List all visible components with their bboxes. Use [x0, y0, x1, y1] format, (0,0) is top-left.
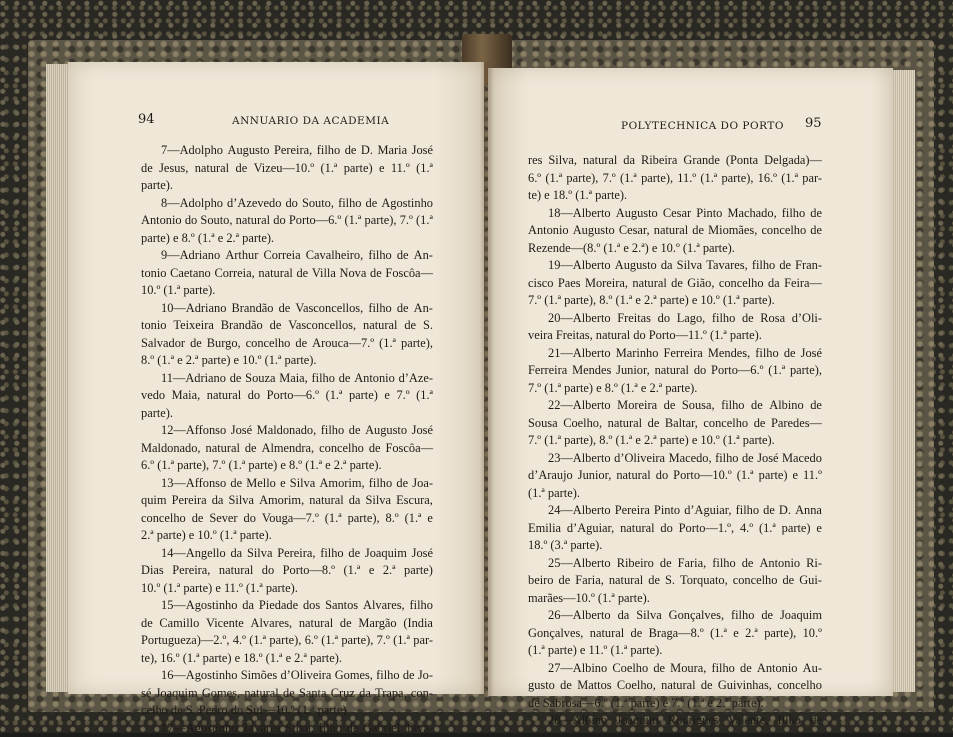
text-line: 17—Agostinho Tavares Silva, filho de Gabriel Tava-: [141, 720, 433, 737]
text-line: Gonçalves, natural de Braga—8.º (1.ª e 2.ª parte), 10.º: [528, 625, 822, 643]
text-line: de Jesus, natural de Vizeu—10.º (1.ª parte) e 11.º (1.ª: [141, 160, 433, 178]
text-line: sé Joaquim Gomes, natural de Santa Cruz da Trapa, con-: [141, 685, 433, 703]
text-line: celho de S. Pedro do Sul—10.º (1.ª parte).: [141, 702, 433, 720]
text-line: te) e 18.º (1.ª parte).: [528, 187, 822, 205]
text-line: 7—Adolpho Augusto Pereira, filho de D. Maria José: [141, 142, 433, 160]
text-line: d’Araujo Junior, natural do Porto—10.º (1.ª parte) e 11.º: [528, 467, 822, 485]
right-page-stack: [893, 70, 915, 692]
text-line: Ferreira Mendes Junior, natural do Porto—6.º (1.ª parte),: [528, 362, 822, 380]
text-line: 22—Alberto Moreira de Sousa, filho de Albino de: [528, 397, 822, 415]
text-line: 12—Affonso José Maldonado, filho de Augusto José: [141, 422, 433, 440]
text-line: 18.º (3.ª parte).: [528, 537, 822, 555]
text-line: veira Freitas, natural do Porto—11.º (1.ª parte).: [528, 327, 822, 345]
right-running-head: POLYTECHNICA DO PORTO: [621, 120, 784, 132]
text-line: 8—Adolpho d’Azevedo do Souto, filho de Agostinho: [141, 195, 433, 213]
text-line: (1.ª parte).: [528, 485, 822, 503]
text-line: Salvador de Burgo, concelho de Arouca—7.º (1.ª parte),: [141, 335, 433, 353]
text-line: 15—Agostinho da Piedade dos Santos Alvares, filho: [141, 597, 433, 615]
text-line: Antonio Augusto Cesar, natural de Miomães, concelho de: [528, 222, 822, 240]
text-line: 6.º (1.ª parte), 7.º (1.ª parte) e 8.º (1.ª e 2.ª parte).: [141, 457, 433, 475]
text-line: 19—Alberto Augusto da Silva Tavares, filho de Fran-: [528, 257, 822, 275]
text-line: 9—Adriano Arthur Correia Cavalheiro, filho de An-: [141, 247, 433, 265]
text-line: vedo Maia, natural do Porto—6.º (1.ª parte) e 7.º (1.ª: [141, 387, 433, 405]
text-line: de Camillo Vicente Alvares, natural de Margão (India: [141, 615, 433, 633]
text-line: Sousa Coelho, natural de Baltar, concelho de Paredes—: [528, 415, 822, 433]
text-line: 13—Affonso de Mello e Silva Amorim, filho de Joa-: [141, 475, 433, 493]
text-line: quim Pereira da Silva Amorim, natural da Silva Escura,: [141, 492, 433, 510]
left-running-head: ANNUARIO DA ACADEMIA: [232, 115, 389, 127]
text-line: parte).: [141, 405, 433, 423]
text-line: tonio Caetano Correia, natural de Villa Nova de Foscôa—: [141, 265, 433, 283]
text-line: 27—Albino Coelho de Moura, filho de Antonio Au-: [528, 660, 822, 678]
text-line: 26—Alberto da Silva Gonçalves, filho de Joaquim: [528, 607, 822, 625]
text-line: 10—Adriano Brandão de Vasconcellos, filho de An-: [141, 300, 433, 318]
text-line: parte) e 8.º (1.ª e 2.ª parte).: [141, 230, 433, 248]
text-line: 7.º (1.ª parte) e 8.º (1.ª e 2.ª parte).: [528, 380, 822, 398]
text-line: Dias Pereira, natural do Porto—8.º (1.ª e 2.ª parte): [141, 562, 433, 580]
text-line: (1.ª parte) e 11.º (1.ª parte).: [528, 642, 822, 660]
text-line: 18—Alberto Augusto Cesar Pinto Machado, filho de: [528, 205, 822, 223]
text-line: 16—Agostinho Simões d’Oliveira Gomes, filho de Jo-: [141, 667, 433, 685]
text-line: 10.º (1.ª parte) e 11.º (1.ª parte).: [141, 580, 433, 598]
text-line: 7.º (1.ª parte), 8.º (1.ª e 2.ª parte) e 10.º (1.ª parte).: [528, 432, 822, 450]
text-line: gusto de Mattos Coelho, natural de Guivinhas, concelho: [528, 677, 822, 695]
text-line: res Silva, natural da Ribeira Grande (Ponta Delgada)—: [528, 152, 822, 170]
text-line: Portugueza)—2.º, 4.º (1.ª parte), 6.º (1.ª parte), 7.º (1.ª par-: [141, 632, 433, 650]
text-line: Maldonado, natural de Almendra, concelho de Foscôa—: [141, 440, 433, 458]
text-line: 25—Alberto Ribeiro de Faria, filho de Antonio Ri-: [528, 555, 822, 573]
text-line: tonio Teixeira Brandão de Vasconcellos, natural de S.: [141, 317, 433, 335]
text-line: 21—Alberto Marinho Ferreira Mendes, filho de José: [528, 345, 822, 363]
text-line: Emilia d’Aguiar, natural do Porto—1.º, 4.º (1.ª parte) e: [528, 520, 822, 538]
text-line: concelho de Sever do Vouga—7.º (1.ª parte), 8.º (1.ª e: [141, 510, 433, 528]
left-page-number: 94: [138, 112, 155, 127]
text-line: beiro de Faria, natural de S. Torquato, concelho de Gui-: [528, 572, 822, 590]
left-page-text: [141, 142, 433, 737]
text-line: parte).: [141, 177, 433, 195]
text-line: 2.ª parte) e 10.º (1.ª parte).: [141, 527, 433, 545]
text-line: 6.º (1.ª parte), 7.º (1.ª parte), 11.º (1.ª parte), 16.º (1.ª par-: [528, 170, 822, 188]
text-line: 24—Alberto Pereira Pinto d’Aguiar, filho de D. Anna: [528, 502, 822, 520]
text-line: de Sabrosa—6.º (1.ª parte) e 7.º (1.ª e 2.ª parte).: [528, 695, 822, 713]
text-line: cisco Paes Moreira, natural de Gião, concelho da Feira—: [528, 275, 822, 293]
left-page-stack: [46, 64, 68, 692]
text-line: 14—Angello da Silva Pereira, filho de Joaquim José: [141, 545, 433, 563]
left-page: [68, 62, 484, 694]
text-line: 11—Adriano de Souza Maia, filho de Antonio d’Aze-: [141, 370, 433, 388]
text-line: 7.º (1.ª parte), 8.º (1.ª e 2.ª parte) e 10.º (1.ª parte).: [528, 292, 822, 310]
text-line: 20—Alberto Freitas do Lago, filho de Rosa d’Oli-: [528, 310, 822, 328]
text-line: te), 16.º (1.ª parte) e 18.º (1.ª e 2.ª parte).: [141, 650, 433, 668]
text-line: 8.º (1.ª e 2.ª parte) e 10.º (1.ª parte).: [141, 352, 433, 370]
text-line: 10.º (1.ª parte).: [141, 282, 433, 300]
text-line: Rezende—(8.º (1.ª e 2.ª) e 10.º (1.ª parte).: [528, 240, 822, 258]
right-page: [488, 68, 893, 696]
text-line: 23—Alberto d’Oliveira Macedo, filho de José Macedo: [528, 450, 822, 468]
right-page-text: [528, 152, 822, 730]
text-line: Antonio do Souto, natural do Porto—6.º (1.ª parte), 7.º (1.ª: [141, 212, 433, 230]
book-gutter: [480, 62, 494, 696]
text-line: marães—10.º (1.ª parte).: [528, 590, 822, 608]
right-page-number: 95: [805, 116, 822, 131]
text-line: 28—Albino Joaquim Rodrigues Valente, filho de: [528, 712, 822, 730]
